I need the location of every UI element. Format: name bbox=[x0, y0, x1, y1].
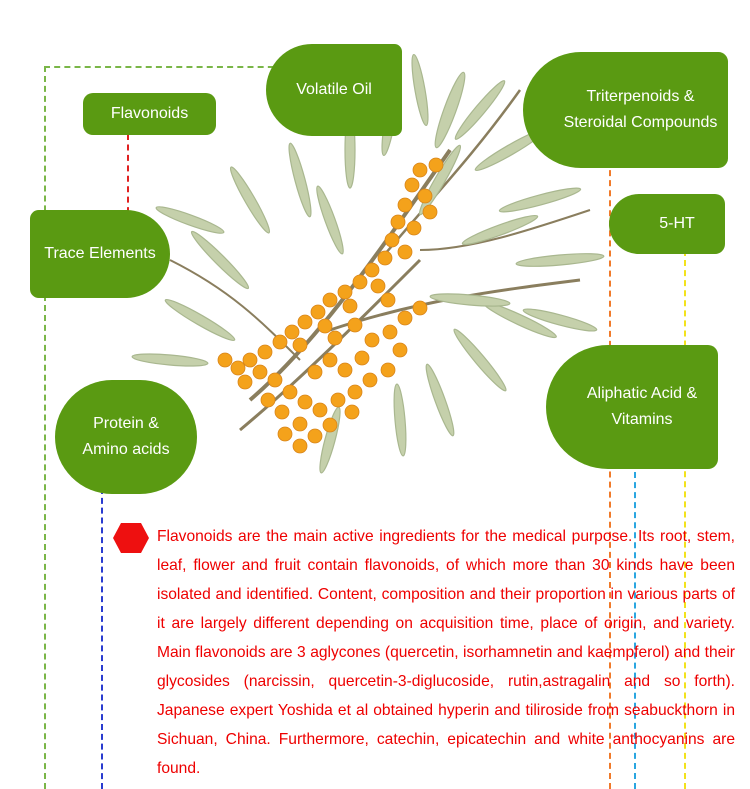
trace-elements-label: Trace Elements bbox=[44, 245, 156, 262]
protein-bubble bbox=[55, 380, 197, 494]
volatile-oil-label: Volatile Oil bbox=[296, 81, 372, 98]
protein-label: Protein & Amino acids bbox=[82, 415, 170, 458]
volatile-oil-bubble bbox=[266, 44, 402, 136]
five-ht-bubble bbox=[609, 194, 725, 254]
aliphatic-acid-bubble bbox=[546, 345, 718, 469]
triterpenoids-label: Triterpenoids & Steroidal Compounds bbox=[563, 88, 718, 131]
trace-elements-bubble bbox=[30, 210, 170, 298]
hexagon-bullet-icon bbox=[112, 522, 150, 554]
aliphatic-acid-label: Aliphatic Acid & Vitamins bbox=[586, 385, 698, 428]
flavonoids-label: Flavonoids bbox=[110, 105, 189, 122]
flavonoids-description: Flavonoids are the main active ingredients for the medical purpose. Its root, stem, leaf, flower and fruit contain flavonoids, of which more than 30 kinds have been isolated and identified. Content, composition and their proportion in various parts of it are largely different depending on acquisition time, place of origin, and variety. Main flavonoids are 3 aglycones (quercetin, isorhamnetin and kaempferol) and their glycosides (narcissin, quercetin-3-diglucoside, rutin,astragalin and so forth). Japanese expert Yoshida et al obtained hyperin and tiliroside from seabuckthorn in Sichuan, China. Furthermore, catechin, epicatechin and white anthocyanins are found. bbox=[157, 528, 735, 777]
flavonoids-bubble bbox=[83, 93, 216, 135]
five-ht-label: 5-HT bbox=[659, 215, 695, 232]
triterpenoids-bubble bbox=[523, 52, 728, 168]
